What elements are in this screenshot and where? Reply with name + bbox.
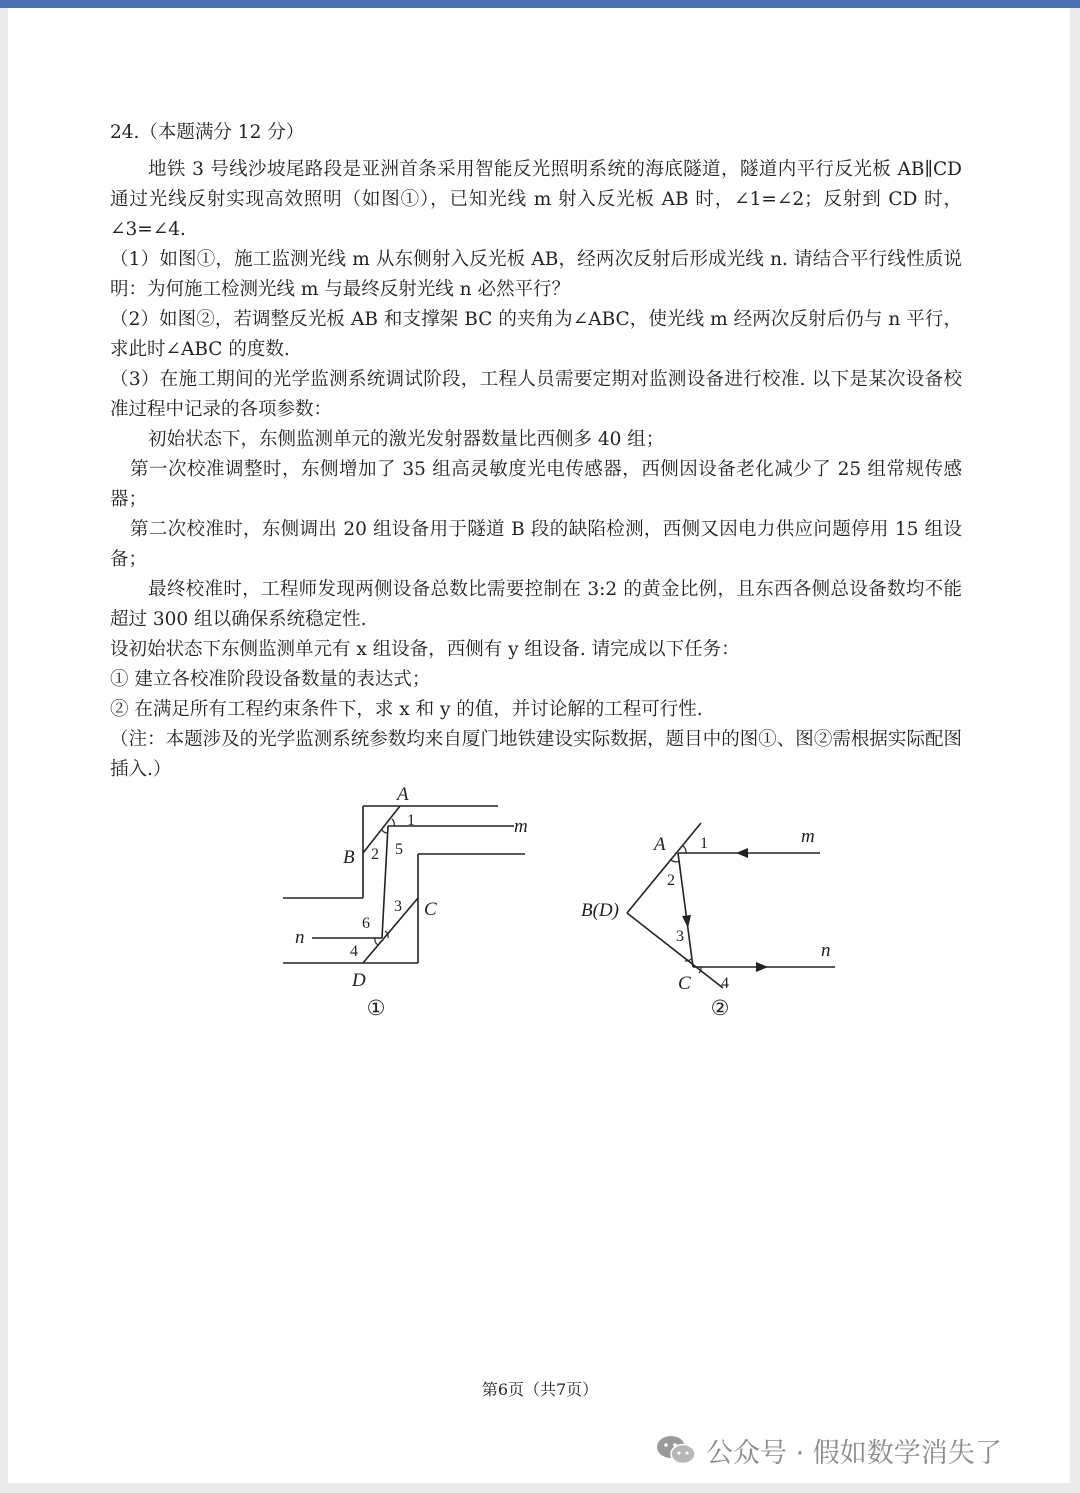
angle-1: 1 <box>407 812 415 829</box>
angle-3: 3 <box>676 928 684 945</box>
arrow-n-head <box>756 962 768 972</box>
label-D: D <box>352 970 366 991</box>
watermark-text: 公众号 · 假如数学消失了 <box>706 1437 1002 1469</box>
ray-mid <box>678 853 693 967</box>
angle-4: 4 <box>350 943 358 960</box>
arrow-m-head <box>736 848 748 858</box>
figures <box>270 778 850 1028</box>
mirror-bc <box>627 913 723 988</box>
param-first-calibration: 第一次校准调整时，东侧增加了 35 组高灵敏度光电传感器，西侧因设备老化减少了 25 组常规传感器； <box>110 459 962 510</box>
top-accent-bar <box>0 0 1080 8</box>
figure-1-diagram <box>283 806 525 963</box>
label-B: B <box>343 847 355 868</box>
note: （注：本题涉及的光学监测系统参数均来自厦门地铁建设实际数据，题目中的图①、图②需根据实际配图插入.） <box>110 729 962 780</box>
task-1: ① 建立各校准阶段设备数量的表达式； <box>110 669 431 690</box>
angle-1: 1 <box>700 835 708 852</box>
label-m: m <box>801 826 815 847</box>
wechat-icon <box>654 1433 698 1467</box>
problem-intro: 地铁 3 号线沙坡尾路段是亚洲首条采用智能反光照明系统的海底隧道，隧道内平行反光板 AB∥CD 通过光线反射实现高效照明（如图①），已知光线 m 射入反光板 AB 时，∠1=∠2；反射到 CD 时，∠3=∠4. <box>110 159 962 240</box>
label-n: n <box>295 927 305 948</box>
angle-6: 6 <box>362 915 370 932</box>
problem-text <box>110 118 962 785</box>
angle-4: 4 <box>721 975 729 992</box>
label-A: A <box>397 784 409 805</box>
angle-3: 3 <box>394 898 402 915</box>
param-final-calibration: 最终校准时，工程师发现两侧设备总数比需要控制在 3:2 的黄金比例，且东西各侧总设备数均不能超过 300 组以确保系统稳定性. <box>110 579 962 630</box>
problem-heading: 24.（本题满分 12 分） <box>110 122 305 143</box>
figure-2-caption: ② <box>710 996 730 1020</box>
mirror-cd <box>363 898 418 963</box>
param-second-calibration: 第二次校准时，东侧调出 20 组设备用于隧道 B 段的缺陷检测，西侧又因电力供应问题停用 15 组设备； <box>110 519 962 570</box>
task-2: ② 在满足所有工程约束条件下，求 x 和 y 的值，并讨论解的工程可行性. <box>110 699 703 720</box>
label-BD: B(D) <box>581 900 619 921</box>
question-1: （1）如图①，施工监测光线 m 从东侧射入反光板 AB，经两次反射后形成光线 n. 请结合平行线性质说明：为何施工检测光线 m 与最终反射光线 n 必然平行？ <box>110 249 962 300</box>
figures-svg <box>270 778 850 1028</box>
arrow-mid-head <box>682 915 691 928</box>
question-3: （3）在施工期间的光学监测系统调试阶段，工程人员需要定期对监测设备进行校准. 以下是某次设备校准过程中记录的各项参数： <box>110 369 962 420</box>
angle-2: 2 <box>667 872 675 889</box>
label-m: m <box>514 816 528 837</box>
label-n: n <box>821 940 831 961</box>
page-footer: 第6页（共7页） <box>481 1380 599 1399</box>
angle-5: 5 <box>395 841 403 858</box>
variable-setup: 设初始状态下东侧监测单元有 x 组设备，西侧有 y 组设备. 请完成以下任务： <box>110 639 740 660</box>
figure-1-caption: ① <box>366 996 386 1020</box>
ray-mid <box>382 826 388 938</box>
watermark <box>654 1428 1002 1472</box>
param-initial: 初始状态下，东侧监测单元的激光发射器数量比西侧多 40 组； <box>148 429 665 450</box>
question-2: （2）如图②，若调整反光板 AB 和支撑架 BC 的夹角为∠ABC，使光线 m 经两次反射后仍与 n 平行，求此时∠ABC 的度数. <box>110 309 962 360</box>
label-C: C <box>678 973 691 994</box>
label-A: A <box>654 834 666 855</box>
label-C: C <box>424 899 437 920</box>
angle-2: 2 <box>371 846 379 863</box>
